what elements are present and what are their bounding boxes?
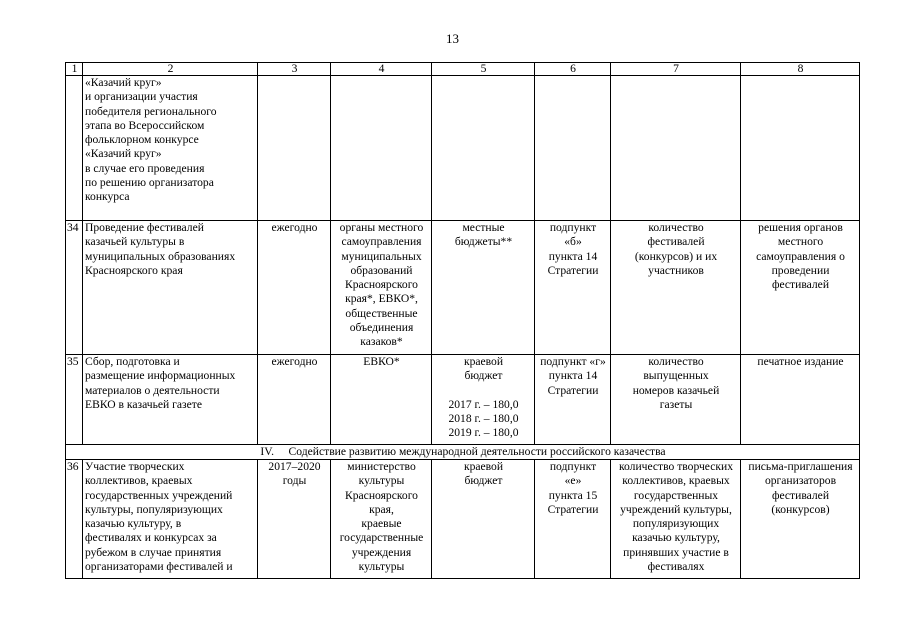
cell-line: государственных (633, 488, 719, 502)
cell-line: письма-приглашения (748, 460, 853, 473)
cell-line: материалов о деятельности (85, 383, 220, 397)
cell-line: бюджет (464, 369, 503, 383)
cell-line: фестивалей (647, 235, 705, 249)
table-row (66, 460, 860, 579)
cell-line: края*, ЕВКО*, (345, 292, 418, 306)
term-cell (258, 221, 331, 355)
cell-line: годы (282, 474, 307, 488)
funding-cell (432, 460, 535, 579)
strategy-cell (535, 355, 611, 445)
cell-line: Красноярского края (85, 263, 183, 277)
header-cell: 4 (331, 63, 432, 76)
executor-cell (331, 355, 432, 445)
table-row (66, 76, 860, 221)
cell-line: органы местного (339, 221, 424, 234)
cell-line: фестивалях и конкурсах за (85, 531, 217, 545)
cell-line: (конкурсов) (771, 502, 830, 516)
row-number: 35 (66, 355, 83, 445)
cell-line: рубежом в случае принятия (85, 545, 222, 559)
cell-line: пункта 15 (548, 488, 598, 502)
event-cell (83, 221, 258, 355)
cell-line: Стратегии (547, 263, 599, 277)
cell-line: выпущенных (643, 369, 709, 383)
cell-line: учреждений культуры, (620, 502, 732, 516)
section-row (66, 445, 860, 460)
result-cell (741, 76, 860, 221)
cell-line: Стратегии (547, 383, 599, 397)
cell-line: фестивалей (771, 278, 830, 292)
strategy-cell (535, 460, 611, 579)
cell-line: пункта 14 (548, 249, 598, 263)
cell-line: газеты (659, 397, 693, 411)
cell-line: краевой (463, 355, 504, 368)
cell-line: общественные (345, 306, 418, 320)
cell-line: (конкурсов) и их (634, 249, 718, 263)
cell-line: ежегодно (271, 221, 318, 234)
cell-line: организаторами фестивалей и (85, 560, 233, 574)
cell-line: подпункт (549, 460, 597, 473)
cell-line: министерство (347, 460, 416, 473)
section-numeral: IV. (260, 445, 275, 458)
cell-line: коллективов, краевых (85, 474, 193, 488)
cell-line: муниципальных (341, 249, 422, 263)
row-number (66, 76, 83, 221)
cell-line: Стратегии (547, 502, 599, 516)
cell-line: краевые (361, 517, 402, 531)
header-cell: 1 (66, 63, 83, 76)
strategy-cell (535, 76, 611, 221)
cell-line: «Казачий круг» (85, 76, 162, 89)
strategy-cell (535, 221, 611, 355)
cell-line: победителя регионального (85, 104, 217, 118)
cell-line: проведении (771, 263, 830, 277)
cell-line: ЕВКО* (363, 355, 400, 368)
header-row (66, 63, 860, 76)
cell-line: казачьей культуры в (85, 235, 185, 249)
funding-source (434, 355, 533, 384)
cell-line: самоуправления о (756, 249, 845, 263)
cell-line: «Казачий круг» (85, 147, 162, 161)
funding-cell (432, 76, 535, 221)
cell-line: культуры, популяризующих (85, 502, 223, 516)
cell-line: фольклорном конкурсе (85, 133, 199, 147)
cell-line: культуры (358, 560, 405, 574)
plan-table (65, 62, 860, 579)
cell-line: пункта 14 (548, 369, 598, 383)
cell-line: Красноярского (345, 278, 418, 292)
executor-cell (331, 460, 432, 579)
cell-line: 2018 г. – 180,0 (448, 411, 519, 425)
cell-line: Сбор, подготовка и (85, 355, 180, 368)
cell-line: краевой (463, 460, 504, 473)
result-cell (741, 355, 860, 445)
cell-line: и организации участия (85, 90, 198, 104)
header-cell: 5 (432, 63, 535, 76)
cell-line: государственные (339, 531, 424, 545)
header-cell: 7 (611, 63, 741, 76)
indicator-cell (611, 460, 741, 579)
indicator-cell (611, 221, 741, 355)
cell-line: культуры (358, 474, 405, 488)
page-number: 13 (446, 31, 459, 46)
cell-line: конкурса (85, 190, 130, 204)
row-number: 34 (66, 221, 83, 355)
indicator-cell (611, 76, 741, 221)
cell-line: Проведение фестивалей (85, 221, 204, 234)
cell-line: решения органов (758, 221, 843, 234)
cell-line: количество (648, 221, 704, 234)
term-cell (258, 460, 331, 579)
cell-line: образований (350, 263, 413, 277)
header-cell: 3 (258, 63, 331, 76)
event-cell (83, 460, 258, 579)
term-cell (258, 355, 331, 445)
cell-line: муниципальных образованиях (85, 249, 236, 263)
cell-line: печатное издание (757, 355, 844, 368)
cell-line: количество творческих (618, 460, 734, 473)
executor-cell (331, 221, 432, 355)
cell-line: участников (648, 263, 704, 277)
indicator-cell (611, 355, 741, 445)
result-cell (741, 460, 860, 579)
cell-line: по решению организатора (85, 176, 214, 190)
funding-amounts (434, 398, 533, 441)
cell-line: этапа во Всероссийском (85, 118, 205, 132)
cell-line: «е» (564, 474, 582, 488)
cell-line: популяризующих (632, 517, 720, 531)
cell-line: учреждения (351, 545, 412, 559)
section-title: Содействие развитию международной деятельности российского казачества (288, 445, 666, 458)
cell-line: принявших участие в (623, 545, 729, 559)
event-cell (83, 355, 258, 445)
cell-line: местного (777, 235, 824, 249)
cell-line: коллективов, краевых (622, 474, 730, 488)
cell-line: объединения (349, 321, 414, 335)
row-number: 36 (66, 460, 83, 579)
cell-line: государственных учреждений (85, 488, 233, 502)
cell-line: казачью культуру, (632, 531, 720, 545)
cell-line: ежегодно (271, 355, 318, 368)
cell-line: бюджеты** (454, 235, 513, 249)
cell-line: подпункт (549, 221, 597, 234)
cell-line: местные (462, 221, 505, 234)
cell-line: 2019 г. – 180,0 (448, 426, 519, 440)
cell-line: ЕВКО в казачьей газете (85, 397, 202, 411)
funding-cell (432, 355, 535, 445)
cell-line: количество (648, 355, 704, 368)
result-cell (741, 221, 860, 355)
cell-line: казаков* (360, 335, 403, 349)
section-heading (66, 445, 860, 460)
cell-line: бюджет (464, 474, 503, 488)
table-row (66, 355, 860, 445)
executor-cell (331, 76, 432, 221)
table-row (66, 221, 860, 355)
cell-line: фестивалях (647, 560, 705, 574)
term-cell (258, 76, 331, 221)
header-cell: 8 (741, 63, 860, 76)
cell-line: организаторов (764, 474, 837, 488)
cell-line: номеров казачьей (632, 383, 720, 397)
cell-line: в случае его проведения (85, 161, 205, 175)
header-cell: 2 (83, 63, 258, 76)
header-cell: 6 (535, 63, 611, 76)
cell-line: подпункт «г» (540, 355, 606, 368)
cell-line: размещение информационных (85, 369, 236, 383)
cell-line: самоуправления (341, 235, 422, 249)
funding-cell (432, 221, 535, 355)
cell-line: «б» (564, 235, 582, 249)
cell-line: 2017–2020 (268, 460, 321, 473)
cell-line: Красноярского (345, 488, 418, 502)
cell-line: 2017 г. – 180,0 (448, 397, 519, 411)
cell-line: казачью культуру, в (85, 517, 182, 531)
cell-line: фестивалей (771, 488, 830, 502)
cell-line: Участие творческих (85, 460, 185, 473)
cell-line: края, (369, 502, 394, 516)
event-cell (83, 76, 258, 221)
